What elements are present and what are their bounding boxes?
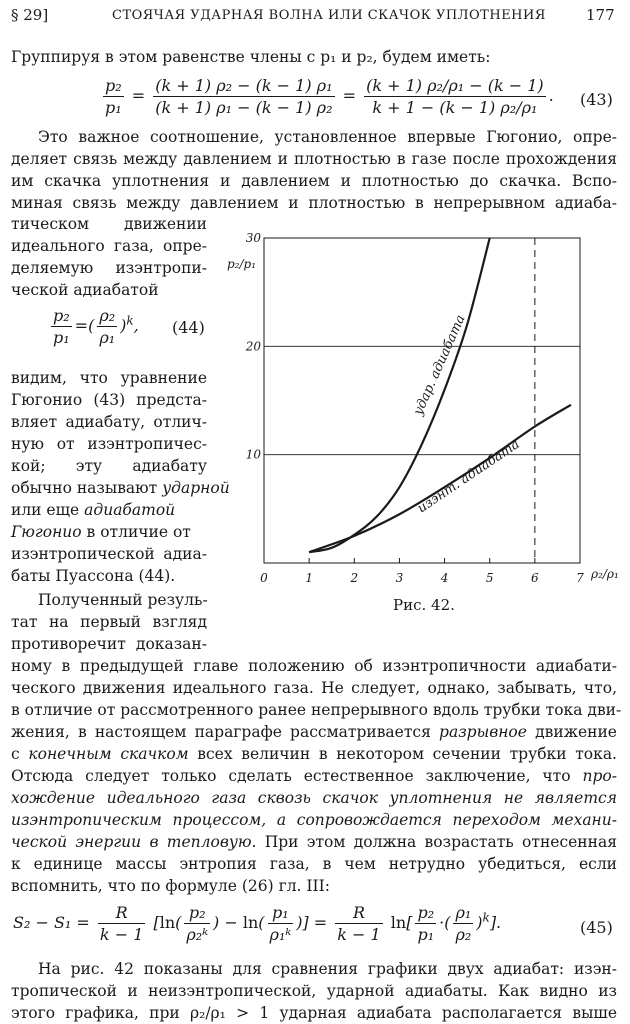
y-tick-label: 20 [245,339,261,354]
isentropic-adiabat-curve [309,405,571,552]
wrap2-line-6: обычно называют ударной [11,479,230,497]
running-title: СТОЯЧАЯ УДАРНАЯ ВОЛНА ИЛИ СКАЧОК УПЛОТНЕНИЯ [112,8,546,23]
wrap2-line-9: изэнтропической адиа- [11,545,207,563]
x-tick-label: 7 [576,571,584,585]
para2-line-3: в отличие от рассмотренного ранее непрерывного вдоль трубки тока дви- [11,701,622,719]
para3-line-1: На рис. 42 показаны для сравнения графики двух адиабат: изэн- [38,960,617,978]
page-number: 177 [586,6,615,24]
y-tick-label: 30 [245,231,261,245]
para2-line-5: с конечным скачком всех величин в некотором сечении трубки тока. [11,745,617,763]
para1-line-3: им скачка уплотнения и давлением и плотностью до скачка. Вспо- [11,172,617,190]
para2-line-7: хождение идеального газа сквозь скачок уплотнения не является [11,789,617,807]
wrap3-line-3: противоречит доказан- [11,635,207,653]
equation-43: $\frac{\text{p₂}}{\text{p₁}}$ = $\frac{\text{(k + 1) ρ₂ − (k − 1) ρ₁}}{\text{(k + 1) ρ₁ − (k − 1) ρ₂}}$ = $\frac{\text{(k + 1) ρ₂/ρ₁ − (k − 1)}}{\text{k + 1 − (k − 1) ρ₂/ρ₁}}$ . [105,76,554,117]
wrap1-line-1: тическом движении [11,215,207,233]
para2-line-1: ному в предыдущей главе положению об изэнтропичности адиабати- [11,657,617,675]
shock-adiabat-curve [309,238,490,552]
wrap2-line-1: видим, что уравнение [11,369,207,387]
y-tick-label: 10 [245,447,261,462]
wrap2-line-10: баты Пуассона (44). [11,567,176,585]
para2-line-10: к единице массы энтропия газа, в чем нетрудно убедиться, если [11,855,617,873]
para2-line-2: ческого движения идеального газа. Не следует, однако, забывать, что, [11,679,617,697]
x-tick-label: 3 [395,571,404,585]
wrap1-line-4: ческой адиабатой [11,281,159,299]
x-tick-label: 2 [350,571,359,585]
eq43-lhs: $\frac{\text{p₂}}{\text{p₁}}$ [105,76,122,117]
wrap1-line-3: деляемую изэнтропи- [11,259,207,277]
wrap2-line-3: вляет адиабату, отлич- [11,413,207,431]
figure-caption: Рис. 42. [393,596,455,613]
x-tick-label: 6 [531,571,539,585]
x-tick-label: 1 [305,571,313,585]
isentropic-adiabat-label: изэнт. адиабата [414,436,523,517]
eq43-frac2: $\frac{\text{(k + 1) ρ₂/ρ₁ − (k − 1)}}{\text{k + 1 − (k − 1) ρ₂/ρ₁}}$ [366,76,544,117]
wrap2-line-5: кой; эту адиабату [11,457,207,475]
wrap2-line-8: Гюгонио в отличие от [11,523,191,541]
wrap1-line-2: идеального газа, опре- [11,237,207,255]
para2-line-9: ческой энергии в тепловую. При этом должна возрастать отнесенная [11,833,617,851]
wrap2-line-7: или еще адиабатой [11,501,176,519]
section-number: § 29] [11,6,49,24]
wrap2-line-2: Гюгонио (43) предста- [11,391,207,409]
para3-line-3: этого графика, при ρ₂/ρ₁ > 1 ударная адиабата располагается выше [11,1004,617,1022]
para1-line-2: деляет связь между давлением и плотностью в газе после прохождения [11,150,617,168]
para2-line-11: вспомнить, что по формуле (26) гл. III: [11,877,330,895]
eq45-number: (45) [580,918,613,937]
equation-45: S₂ − S₁ = $\frac{R}{k - 1}$ [ln( $\frac{\text{p₂}}{\text{ρ₂ᵏ}}$ ) − ln( $\frac{\text{p₁}}{\text{ρ₁ᵏ}}$ )] = $\frac{R}{k - 1}$ ln[ $\frac{\text{p₂}}{\text{p₁}}$ ·( $\frac{\text{ρ₁}}{\text{ρ₂}}$ )$^k$]. [13,903,502,944]
para1-line-4: миная связь между давлением и плотностью в непрерывном адиаба- [11,194,617,212]
para1-line-1: Это важное соотношение, установленное впервые Гюгонио, опре- [38,128,617,146]
para2-line-4: жения, в настоящем параграфе рассматривается разрывное движение [11,723,617,741]
shock-adiabat-label: удар. адиабата [410,312,469,418]
x-tick-label: 0 [260,571,268,585]
equation-44: $\frac{\text{p₂}}{\text{p₁}}$ =( $\frac{\text{ρ₂}}{\text{ρ₁}}$ )$^k$, [53,306,139,347]
eq43-frac1: $\frac{\text{(k + 1) ρ₂ − (k − 1) ρ₁}}{\text{(k + 1) ρ₁ − (k − 1) ρ₂}}$ [155,76,333,117]
x-tick-label: 4 [440,571,449,585]
intro-line: Группируя в этом равенстве члены с p₁ и p₂, будем иметь: [11,48,491,66]
wrap3-line-2: тат на первый взгляд [11,613,207,631]
para2-line-6: Отсюда следует только сделать естественное заключение, что про- [11,767,618,785]
eq43-number: (43) [580,90,613,109]
eq44-number: (44) [172,318,205,337]
wrap2-line-4: ную от изэнтропичес- [11,435,207,453]
x-axis-label: ρ₂/ρ₁ [591,567,619,581]
figure-42 [225,228,620,613]
y-axis-label: p₂/p₁ [227,257,257,271]
wrap3-line-1: Полученный резуль- [38,591,208,609]
x-tick-label: 5 [485,571,494,585]
para3-line-2: тропической и неизэнтропической, ударной адиабаты. Как видно из [11,982,617,1000]
para2-line-8: изэнтропическим процессом, а сопровождается переходом механи- [11,811,617,829]
